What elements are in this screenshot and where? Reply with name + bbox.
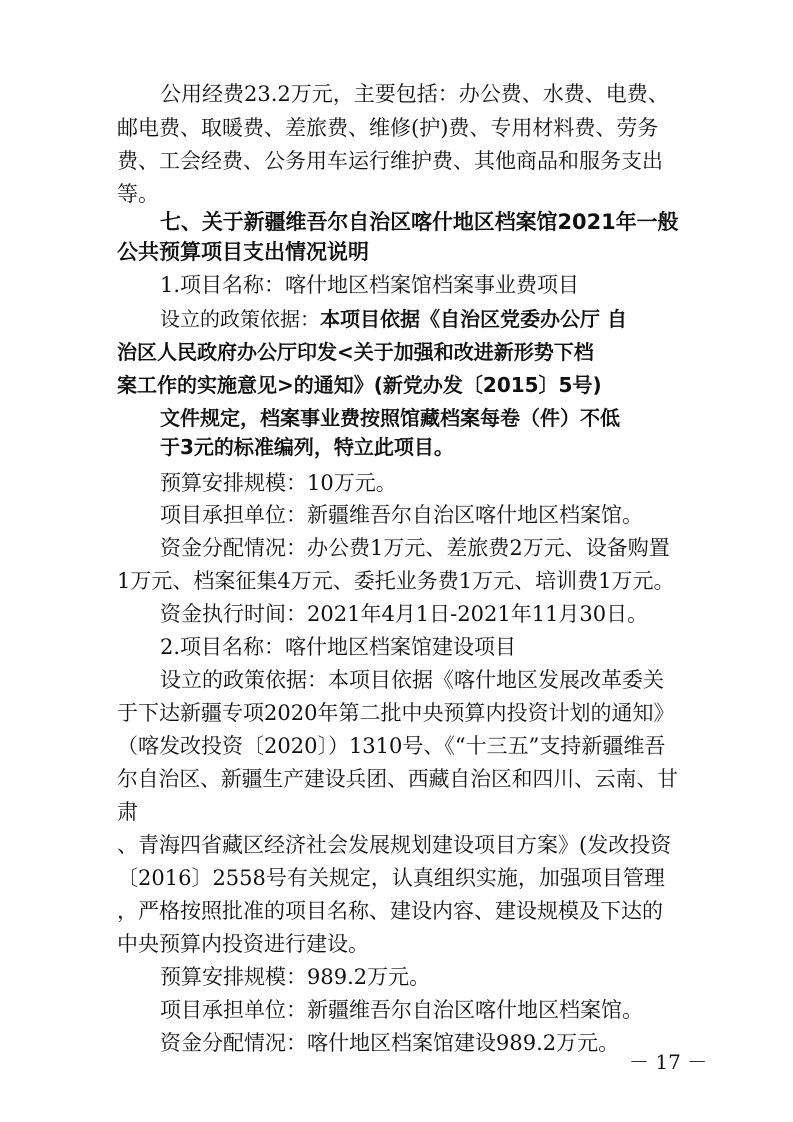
policy-text: ，严格按照批准的项目名称、建设内容、建设规模及下达的 [117, 899, 663, 923]
text-line: 等。 [117, 182, 159, 206]
text-line: 公用经费23.2万元，主要包括：办公费、水费、电费、 [160, 82, 669, 106]
policy-text: 本项目依据《自治区党委办公厅 自 [320, 307, 627, 331]
policy-text: 、青海四省藏区经济社会发展规划建设项目方案》(发改投资 [117, 833, 672, 857]
policy-text: 案工作的实施意见>的通知》(新党办发〔2015〕5号) [117, 373, 602, 397]
budget-scale: 预算安排规模：10万元。 [160, 471, 397, 495]
fund-allocation: 资金分配情况：喀什地区档案馆建设989.2万元。 [160, 1031, 620, 1055]
policy-text: 中央预算内投资进行建设。 [117, 932, 369, 956]
policy-basis [160, 309, 627, 329]
responsible-unit: 项目承担单位：新疆维吾尔自治区喀什地区档案馆。 [160, 998, 643, 1022]
policy-text: 于下达新疆专项2020年第二批中央预算内投资计划的通知》 [117, 701, 675, 725]
policy-text: 〔2016〕2558号有关规定，认真组织实施，加强项目管理 [117, 866, 665, 890]
policy-text: 文件规定，档案事业费按照馆藏档案每卷（件）不低 [160, 406, 620, 430]
policy-text: 治区人民政府办公厅印发<关于加强和改进新形势下档 [117, 340, 594, 364]
policy-label: 设立的政策依据： [160, 307, 320, 331]
budget-scale: 预算安排规模：989.2万元。 [160, 965, 431, 989]
fund-allocation: 1万元、档案征集4万元、委托业务费1万元、培训费1万元。 [117, 569, 675, 593]
fund-allocation: 资金分配情况：办公费1万元、差旅费2万元、设备购置 [160, 536, 670, 560]
text-line: 邮电费、取暖费、差旅费、维修(护)费、专用材料费、劳务 [117, 116, 659, 140]
project-name: 2.项目名称：喀什地区档案馆建设项目 [160, 635, 517, 659]
policy-text: 于3元的标准编列，特立此项目。 [160, 435, 454, 459]
execution-period: 资金执行时间：2021年4月1日-2021年11月30日。 [160, 602, 649, 626]
text-line: 费、工会经费、公务用车运行维护费、其他商品和服务支出 [117, 149, 663, 173]
responsible-unit: 项目承担单位：新疆维吾尔自治区喀什地区档案馆。 [160, 503, 643, 527]
policy-text: （喀发改投资〔2020〕）1310号、《“十三五”支持新疆维吾 [117, 734, 666, 758]
policy-text: 设立的政策依据：本项目依据《喀什地区发展改革委关 [160, 668, 664, 692]
section-heading: 七、关于新疆维吾尔自治区喀什地区档案馆2021年一般 [160, 210, 679, 234]
project-name: 1.项目名称：喀什地区档案馆档案事业费项目 [160, 273, 580, 297]
section-heading: 公共预算项目支出情况说明 [117, 240, 369, 264]
policy-text: 尔自治区、新疆生产建设兵团、西藏自治区和四川、云南、甘 [117, 767, 678, 791]
page-number: － 17 － [629, 1050, 708, 1074]
policy-text: 肃 [117, 800, 138, 824]
